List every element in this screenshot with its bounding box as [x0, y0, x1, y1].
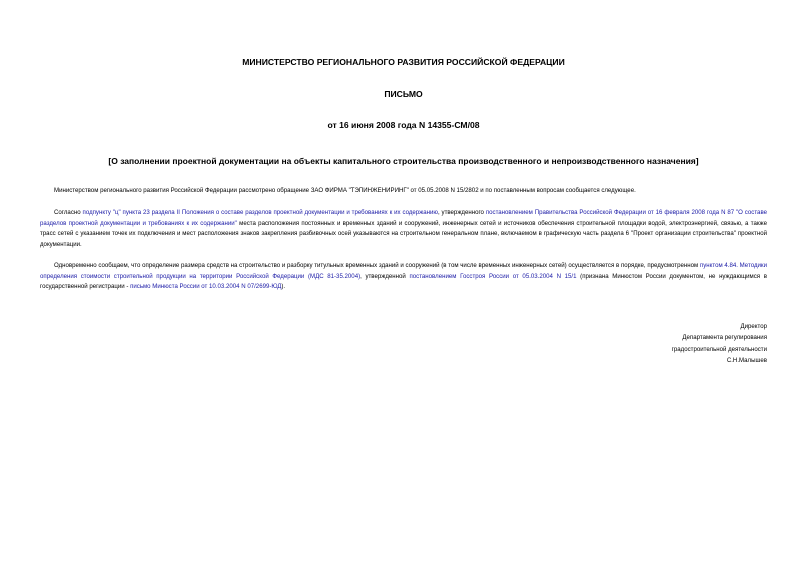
signature-department-cont: градостроительной деятельности: [671, 345, 767, 353]
signature-name: С.Н.Малышев: [726, 357, 767, 365]
signature-block: [672, 321, 767, 367]
link-gosstroy-decree[interactable]: постановлением Госстроя России от 05.03.2004 N 15/1: [409, 272, 577, 280]
document-type-heading: ПИСЬМО: [384, 89, 423, 99]
paragraph-costs-text-2: , утвержденной: [360, 272, 410, 280]
paragraph-main-text-1: Согласно: [54, 209, 83, 216]
paragraph-intro: [40, 186, 767, 197]
link-subpoint-ts[interactable]: подпункту "ц" пункта 23 раздела II: [82, 209, 180, 216]
paragraph-costs: [40, 261, 767, 293]
paragraph-costs-text-1: Одновременно сообщаем, что определение размера средств на строительство и разборку титульных временных зданий и сооружений (в том числе временных инженерных сетей) осуществляется в порядке, предусмотренном: [54, 262, 700, 269]
paragraph-main: [40, 208, 767, 250]
link-regulation-sections[interactable]: Положения о составе разделов проектной документации и требованиях к их содержанию: [181, 209, 438, 216]
document-date-number: от 16 июня 2008 года N 14355-СМ/08: [327, 120, 480, 130]
link-methodology-4-84[interactable]: пунктом 4.84. Методики определения стоимости строительной продукции на территории Российской Федерации (МДС 81-35.2004): [40, 262, 768, 280]
paragraph-intro-text: Министерством регионального развития Российской Федерации рассмотрено обращение ЗАО ФИРМА "ТЭПИНЖЕНИРИНГ" от 05.05.2008 N 15/2802 и по поставленным вопросам сообщается следующее.: [54, 187, 636, 194]
document-subject: [О заполнении проектной документации на объекты капитального строительства производственного и непроизводственного назначения]: [108, 156, 699, 166]
paragraph-main-text-4: места расположения постоянных и временных зданий и сооружений, инженерных сетей и источников обеспечения строительной площадки водой, электроэнергией, связью, а также трасс сетей с указанием точек их подключения и мест расположения знаков закрепления разбивочных осей указываются на строительном генеральном плане, включаемом в графическую часть раздела 6 "Проект организации строительства" проектной документации.: [40, 219, 767, 248]
signature-position: Директор: [740, 323, 767, 330]
paragraph-main-text-3: , утвержденного: [437, 209, 486, 216]
paragraph-costs-text-3: (признана Минюстом России документом, не нуждающимся в государственной регистрации -: [40, 272, 767, 290]
link-government-decree-87[interactable]: постановлением Правительства Российской Федерации от 16 февраля 2008 года N 87 "О составе разделов проектной документации и требованиях к их содержании": [40, 209, 767, 227]
signature-department: Департамента регулирования: [682, 334, 767, 342]
link-minjust-letter[interactable]: письмо Минюста России от 10.03.2004 N 07/2699-ЮД: [130, 283, 282, 290]
paragraph-costs-text-4: ).: [281, 283, 286, 290]
ministry-heading: МИНИСТЕРСТВО РЕГИОНАЛЬНОГО РАЗВИТИЯ РОССИЙСКОЙ ФЕДЕРАЦИИ: [242, 57, 565, 67]
